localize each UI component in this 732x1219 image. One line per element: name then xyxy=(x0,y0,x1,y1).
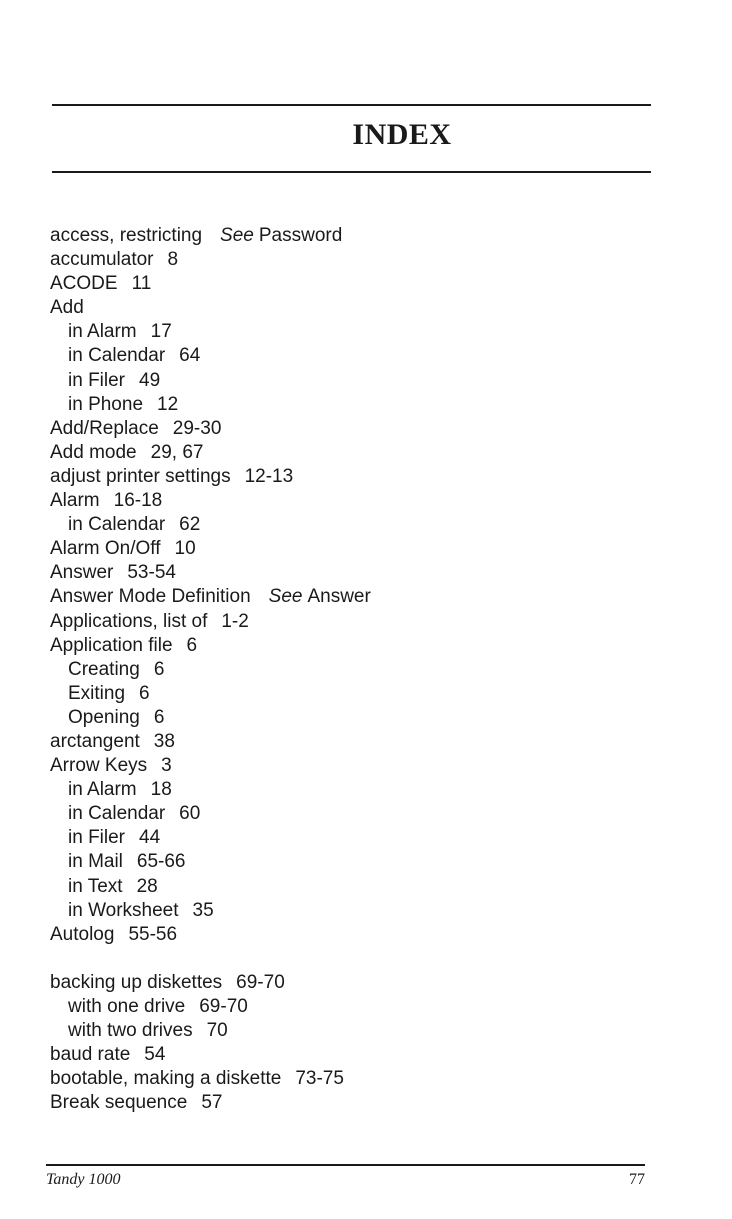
entry-term: in Calendar xyxy=(68,803,166,825)
entry-pages: 54 xyxy=(144,1044,166,1066)
index-subentry xyxy=(50,513,670,537)
entry-term: accumulator xyxy=(50,249,154,271)
entry-term: baud rate xyxy=(50,1044,131,1066)
index-entry xyxy=(50,1043,670,1067)
entry-term: in Filer xyxy=(68,827,126,849)
entry-pages: 62 xyxy=(179,514,201,536)
entry-term: Add/Replace xyxy=(50,417,159,439)
index-entry xyxy=(50,272,670,296)
page-title: INDEX xyxy=(352,118,452,151)
entry-pages: 65-66 xyxy=(136,851,186,873)
entry-pages: 8 xyxy=(167,249,179,271)
entry-pages: 70 xyxy=(206,1020,228,1041)
index-entry xyxy=(50,224,670,248)
index-subentry xyxy=(50,995,670,1019)
entry-pages: 10 xyxy=(174,538,196,560)
index-subentry xyxy=(50,320,670,344)
entry-pages: 6 xyxy=(153,706,165,728)
index-subentry xyxy=(50,875,670,899)
entry-term: Answer xyxy=(50,562,114,584)
see-target: Answer xyxy=(307,586,371,608)
index-subentry xyxy=(50,706,670,730)
entry-term: backing up diskettes xyxy=(50,971,223,993)
index-entry xyxy=(50,489,670,513)
entry-term: in Alarm xyxy=(68,321,137,343)
index-subentry xyxy=(50,826,670,850)
footer-rule xyxy=(46,1164,645,1166)
entry-pages: 29, 67 xyxy=(150,441,204,463)
entry-pages: 35 xyxy=(192,899,214,921)
page-number: 77 xyxy=(629,1171,645,1188)
index-entry xyxy=(50,296,670,320)
entry-pages: 3 xyxy=(161,755,172,777)
top-rule xyxy=(52,104,651,106)
entry-pages: 69-70 xyxy=(199,995,248,1017)
entry-pages: 11 xyxy=(131,273,152,295)
entry-term: in Phone xyxy=(68,393,144,415)
index-subentry xyxy=(50,393,670,417)
entry-pages: 49 xyxy=(139,369,161,391)
entry-term: in Calendar xyxy=(68,345,166,367)
entry-pages: 6 xyxy=(186,634,198,656)
entry-term: in Calendar xyxy=(68,514,166,536)
entry-term: Exiting xyxy=(68,682,126,704)
entry-term: Creating xyxy=(68,658,140,680)
entry-pages: 1-2 xyxy=(221,610,249,632)
entry-term: in Text xyxy=(68,875,123,897)
index-entry xyxy=(50,561,670,585)
index-subentry xyxy=(50,1019,670,1043)
page-footer xyxy=(46,1171,645,1189)
entry-term: Answer Mode Definition xyxy=(50,586,251,608)
entry-term: ACODE xyxy=(50,273,118,295)
index-entry xyxy=(50,634,670,658)
entry-pages: 73-75 xyxy=(295,1068,344,1090)
index-entry xyxy=(50,537,670,561)
index-subentry xyxy=(50,802,670,826)
entry-pages: 38 xyxy=(153,730,175,752)
index-subentry xyxy=(50,778,670,802)
index-entry xyxy=(50,923,670,947)
entry-pages: 12 xyxy=(157,393,179,415)
entry-term: in Worksheet xyxy=(68,899,179,921)
entry-pages: 18 xyxy=(150,779,172,801)
entry-term: Break sequence xyxy=(50,1092,188,1114)
index-entry xyxy=(50,585,670,609)
index-entry xyxy=(50,971,670,995)
entry-pages: 6 xyxy=(139,682,150,704)
entry-term: Autolog xyxy=(50,923,115,945)
entry-pages: 12-13 xyxy=(244,465,294,487)
index-subentry xyxy=(50,899,670,923)
index-entry xyxy=(50,465,670,489)
entry-pages: 16-18 xyxy=(113,490,163,512)
entry-pages: 29-30 xyxy=(172,417,222,439)
see-label: See xyxy=(268,586,303,608)
entry-pages: 6 xyxy=(153,658,165,680)
section-gap xyxy=(50,947,670,971)
entry-term: arctangent xyxy=(50,730,140,752)
entry-term: Add mode xyxy=(50,441,137,463)
entry-pages: 64 xyxy=(179,345,201,367)
entry-term: Alarm xyxy=(50,490,100,512)
index-entry xyxy=(50,730,670,754)
entry-term: adjust printer settings xyxy=(50,465,231,487)
see-target: Password xyxy=(258,225,343,246)
index-list xyxy=(50,224,670,1115)
index-entry xyxy=(50,1067,670,1091)
entry-term: in Mail xyxy=(68,851,123,873)
entry-pages: 17 xyxy=(150,321,172,343)
title-rule xyxy=(52,171,651,173)
entry-pages: 55-56 xyxy=(128,923,178,945)
entry-term: Application file xyxy=(50,634,173,656)
entry-term: Opening xyxy=(68,706,140,728)
index-entry xyxy=(50,441,670,465)
entry-pages: 60 xyxy=(179,803,201,825)
entry-term: in Alarm xyxy=(68,779,137,801)
index-entry xyxy=(50,248,670,272)
index-entry xyxy=(50,417,670,441)
index-subentry xyxy=(50,344,670,368)
entry-term: in Filer xyxy=(68,369,126,391)
index-entry xyxy=(50,610,670,634)
entry-pages: 57 xyxy=(201,1092,223,1114)
entry-term: Applications, list of xyxy=(50,610,208,632)
entry-pages: 44 xyxy=(139,827,161,849)
index-entry xyxy=(50,1091,670,1115)
index-subentry xyxy=(50,850,670,874)
entry-term: Add xyxy=(50,297,84,319)
index-subentry xyxy=(50,369,670,393)
entry-term: bootable, making a diskette xyxy=(50,1068,282,1090)
index-entry xyxy=(50,754,670,778)
entry-term: Alarm On/Off xyxy=(50,538,161,560)
entry-term: access, restricting xyxy=(50,225,203,246)
entry-pages: 69-70 xyxy=(236,971,285,993)
entry-pages: 53-54 xyxy=(127,562,176,584)
book-title: Tandy 1000 xyxy=(46,1171,121,1188)
entry-pages: 28 xyxy=(136,875,158,897)
entry-term: Arrow Keys xyxy=(50,755,148,777)
entry-term: with two drives xyxy=(68,1020,193,1041)
see-label: See xyxy=(220,225,254,246)
entry-term: with one drive xyxy=(68,995,186,1017)
index-subentry xyxy=(50,682,670,706)
index-subentry xyxy=(50,658,670,682)
